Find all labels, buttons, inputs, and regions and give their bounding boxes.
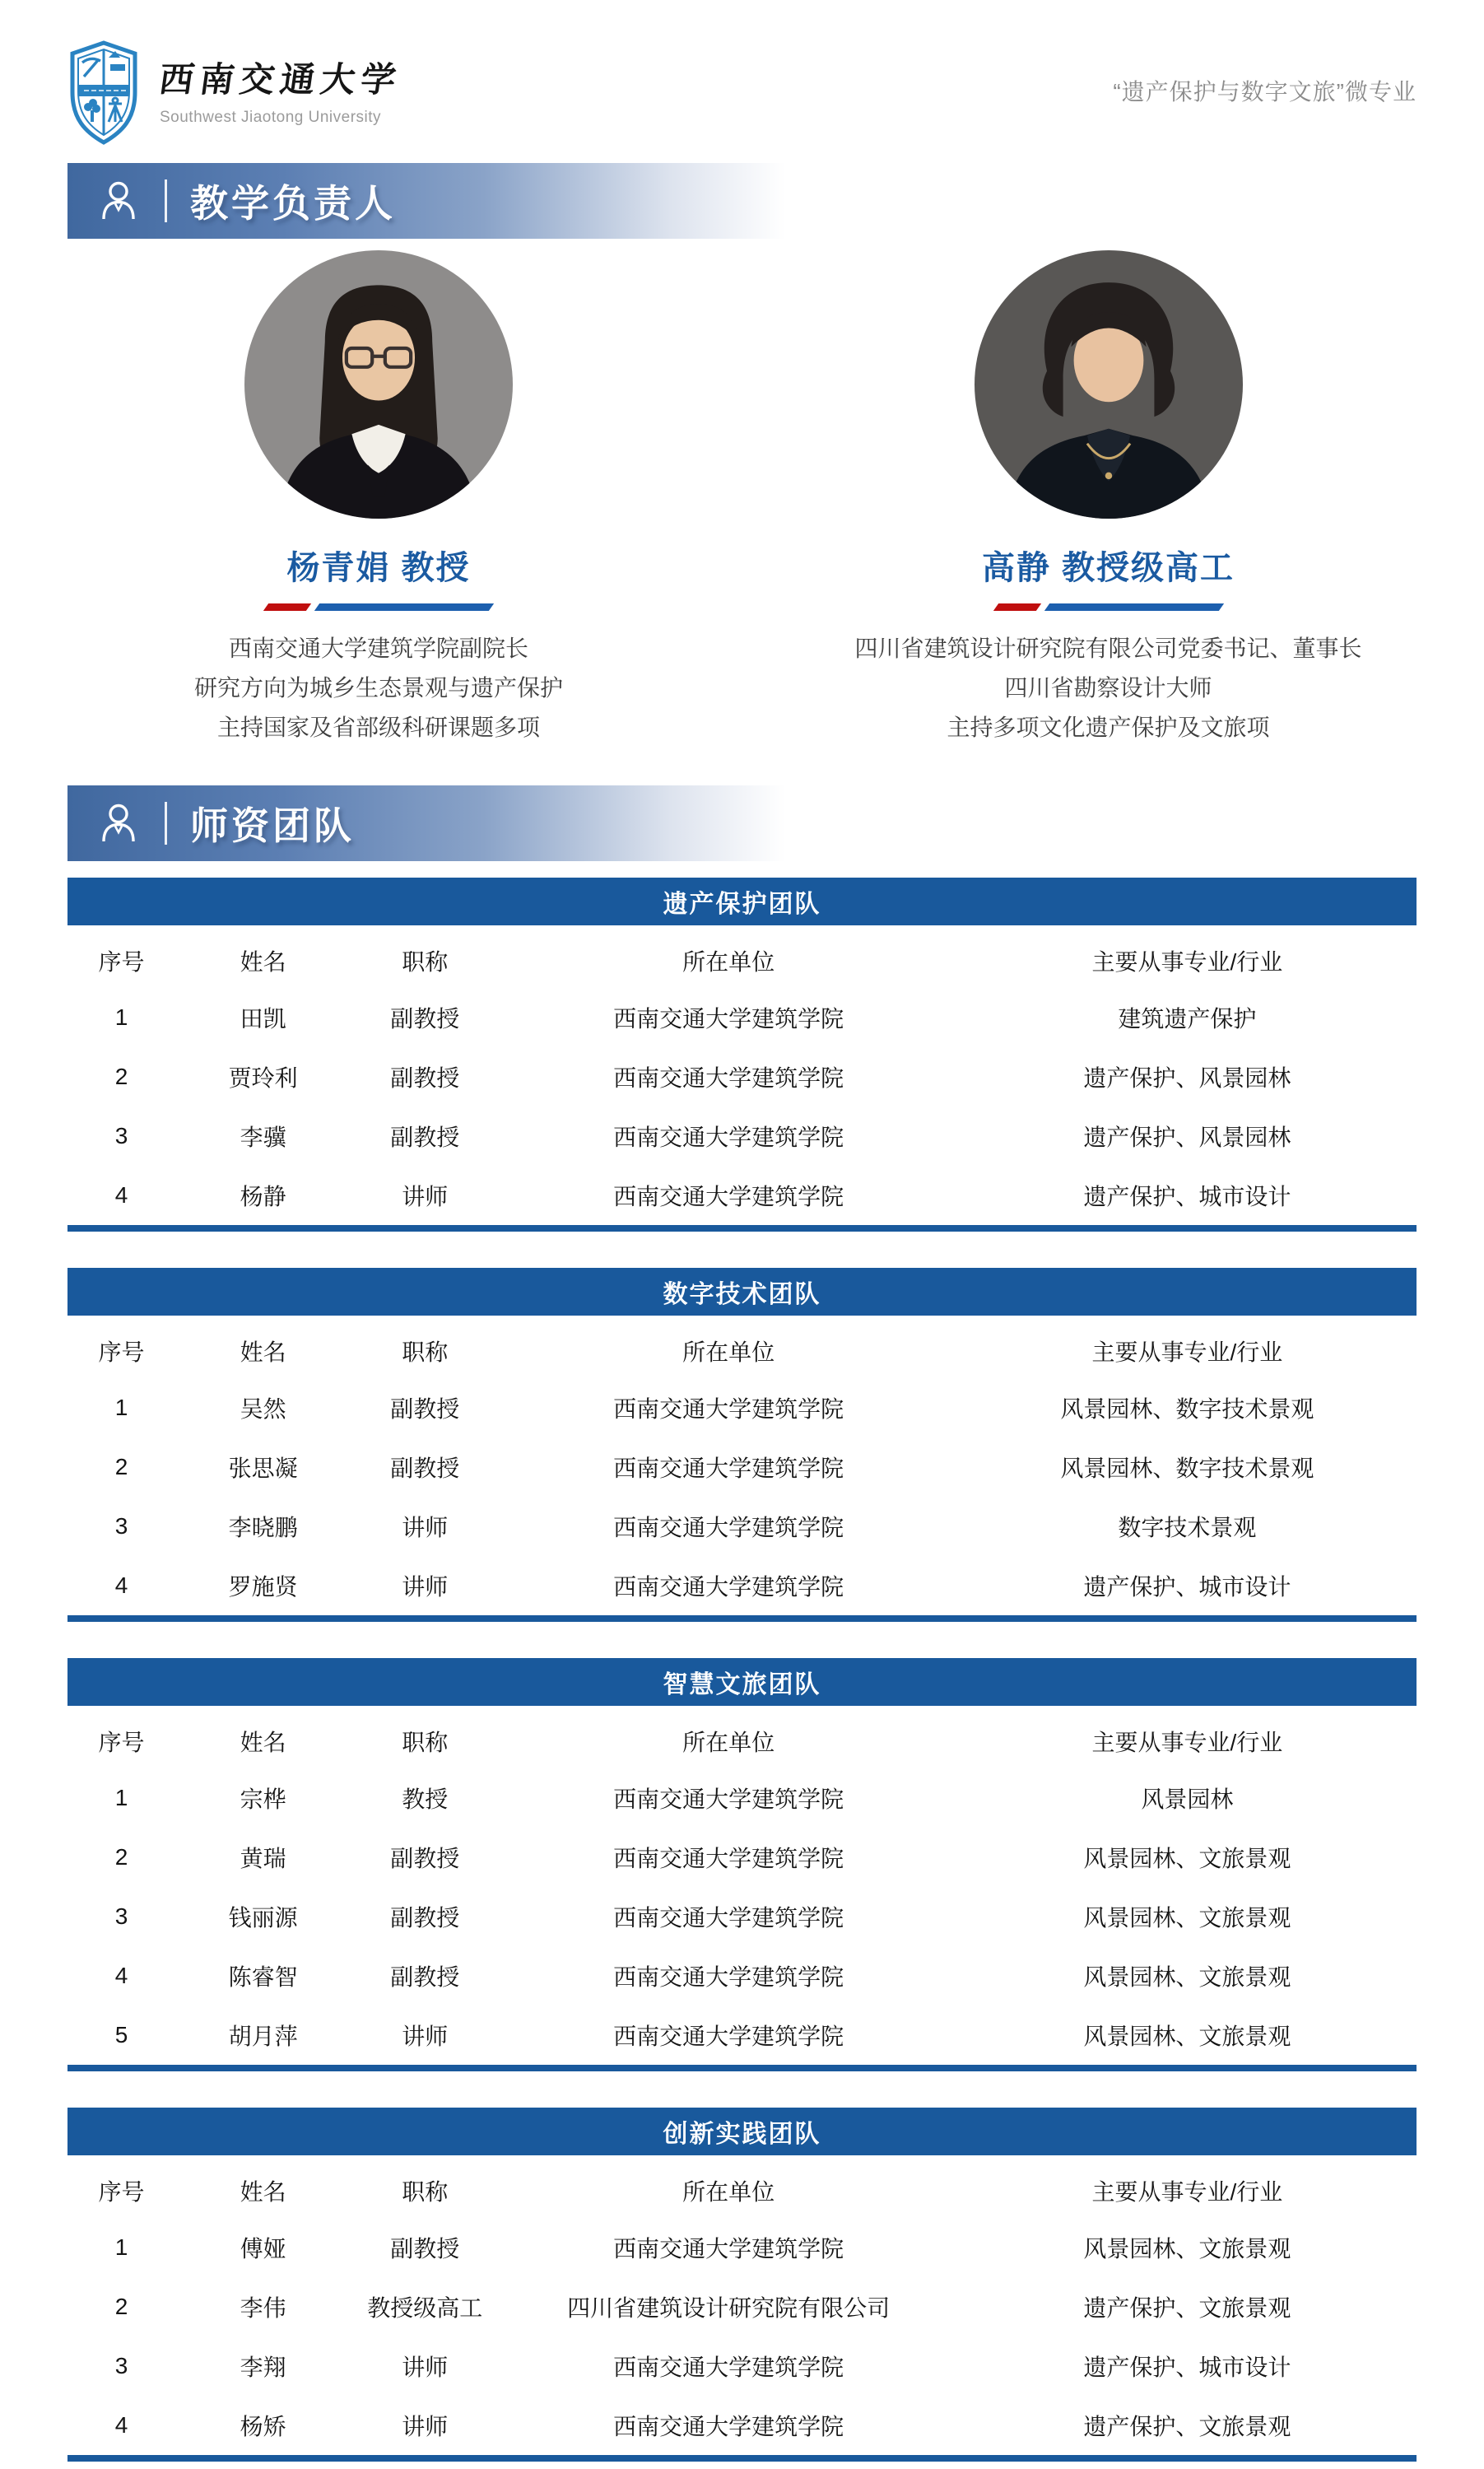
table-cell: 1	[114, 1785, 128, 1810]
table-cell: 西南交通大学建筑学院	[613, 1574, 844, 1600]
table-cell: 遗产保护、文旅景观	[1083, 2295, 1291, 2321]
portrait-illustration	[975, 250, 1243, 519]
table-cell: 副教授	[390, 1396, 460, 1422]
table-cell: 杨矫	[240, 2414, 286, 2439]
column-header: 职称	[402, 949, 449, 975]
table-cell: 风景园林	[1141, 1787, 1234, 1812]
table-cell: 遗产保护、文旅景观	[1083, 2414, 1291, 2439]
section-title-faculty: 师资团队	[190, 804, 355, 847]
profile-photo	[244, 250, 513, 519]
table-cell: 风景园林、文旅景观	[1083, 2236, 1291, 2262]
table-cell: 2	[114, 1454, 128, 1479]
table-cell: 西南交通大学建筑学院	[613, 1846, 844, 1871]
table-bottom-rule	[67, 2065, 1417, 2071]
underline-red-segment	[263, 603, 311, 611]
column-header: 姓名	[240, 2179, 286, 2205]
table-cell: 西南交通大学建筑学院	[613, 2414, 844, 2439]
table-cell: 四川省建筑设计研究院有限公司	[567, 2295, 891, 2321]
team-title: 智慧文旅团队	[663, 1671, 821, 1698]
portrait-illustration	[244, 250, 513, 519]
table-cell: 李翔	[240, 2355, 286, 2380]
table-cell: 讲师	[402, 1184, 449, 1209]
section-band-leaders	[67, 163, 785, 239]
table-cell: 吴然	[240, 1396, 286, 1422]
table-cell: 风景园林、文旅景观	[1083, 1846, 1291, 1871]
table-row	[67, 1887, 1417, 1946]
table-cell: 杨静	[240, 1184, 286, 1209]
table-cell: 4	[114, 1963, 128, 1988]
team-title: 数字技术团队	[663, 1281, 821, 1308]
table-row	[67, 1556, 1417, 1615]
table-cell: 陈睿智	[228, 1964, 298, 1990]
team-title-band	[67, 1268, 1417, 1316]
table-cell: 西南交通大学建筑学院	[613, 1184, 844, 1209]
table-cell: 副教授	[390, 1006, 460, 1032]
table-cell: 田凯	[240, 1006, 286, 1032]
team-title-band	[67, 2108, 1417, 2155]
table-cell: 副教授	[390, 1846, 460, 1871]
university-logo-text	[156, 53, 404, 145]
leaders-row	[0, 250, 1484, 748]
table-cell: 4	[114, 1572, 128, 1598]
table-cell: 西南交通大学建筑学院	[613, 1065, 844, 1091]
table-cell: 副教授	[390, 1065, 460, 1091]
team-title: 遗产保护团队	[663, 891, 821, 918]
table-cell: 西南交通大学建筑学院	[613, 1787, 844, 1812]
column-header: 所在单位	[682, 2179, 775, 2205]
leader-profile-card	[58, 250, 700, 748]
table-cell: 3	[114, 2353, 128, 2378]
table-cell: 讲师	[402, 1515, 449, 1540]
column-header: 职称	[402, 1339, 449, 1365]
table-cell: 风景园林、数字技术景观	[1060, 1396, 1314, 1422]
underline-blue-segment	[1044, 603, 1223, 611]
table-cell: 西南交通大学建筑学院	[613, 1964, 844, 1990]
faculty-table	[67, 2164, 1417, 2455]
table-row	[67, 1166, 1417, 1225]
leader-name: 高静 教授级高工	[981, 550, 1235, 586]
university-shield-icon	[67, 40, 140, 145]
university-name-en: Southwest Jiaotong University	[160, 109, 382, 126]
table-row	[67, 1946, 1417, 2005]
table-cell: 2	[114, 2294, 128, 2319]
table-cell: 3	[114, 1513, 128, 1539]
table-cell: 西南交通大学建筑学院	[613, 2024, 844, 2049]
table-cell: 胡月萍	[228, 2024, 298, 2049]
column-header: 职称	[402, 1730, 449, 1755]
table-row	[67, 2396, 1417, 2455]
table-cell: 2	[114, 1064, 128, 1089]
column-header: 所在单位	[682, 949, 775, 975]
section-title-leaders: 教学负责人	[190, 182, 396, 225]
table-cell: 副教授	[390, 1125, 460, 1150]
table-cell: 西南交通大学建筑学院	[613, 1456, 844, 1481]
faculty-table	[67, 1714, 1417, 2065]
table-cell: 李伟	[240, 2295, 286, 2321]
table-cell: 西南交通大学建筑学院	[613, 1125, 844, 1150]
table-cell: 西南交通大学建筑学院	[613, 1515, 844, 1540]
table-row	[67, 988, 1417, 1047]
table-cell: 遗产保护、风景园林	[1083, 1065, 1291, 1091]
team-title: 创新实践团队	[663, 2121, 821, 2148]
table-header-row	[67, 1714, 1417, 1768]
university-logo	[67, 40, 402, 145]
table-cell: 西南交通大学建筑学院	[613, 2236, 844, 2262]
table-cell: 西南交通大学建筑学院	[613, 1006, 844, 1032]
leader-bio-line: 四川省建筑设计研究院有限公司党委书记、董事长	[854, 636, 1362, 661]
column-header: 主要从事专业/行业	[1091, 1339, 1283, 1365]
table-cell: 讲师	[402, 2024, 449, 2049]
leader-bio-line: 研究方向为城乡生态景观与遗产保护	[193, 675, 563, 701]
table-row	[67, 1047, 1417, 1106]
table-row	[67, 1437, 1417, 1497]
table-bottom-rule	[67, 2455, 1417, 2462]
table-cell: 黄瑞	[240, 1846, 286, 1871]
team-section-heritage	[67, 878, 1417, 1232]
table-header-row	[67, 2164, 1417, 2218]
underline-red-segment	[993, 603, 1040, 611]
table-cell: 西南交通大学建筑学院	[613, 2355, 844, 2380]
leader-name: 杨青娟 教授	[286, 550, 471, 586]
person-icon	[95, 800, 142, 846]
table-cell: 遗产保护、城市设计	[1083, 1574, 1291, 1600]
table-row	[67, 1106, 1417, 1166]
team-section-innovation	[67, 2108, 1417, 2462]
team-title-band	[67, 1658, 1417, 1706]
column-header: 序号	[98, 949, 145, 975]
column-header: 所在单位	[682, 1339, 775, 1365]
table-cell: 西南交通大学建筑学院	[613, 1905, 844, 1931]
table-cell: 建筑遗产保护	[1118, 1006, 1257, 1032]
name-underline	[996, 603, 1221, 611]
table-bottom-rule	[67, 1615, 1417, 1622]
table-row	[67, 1497, 1417, 1556]
column-header: 姓名	[240, 1730, 286, 1755]
table-cell: 风景园林、文旅景观	[1083, 1964, 1291, 1990]
band-divider	[165, 802, 167, 845]
table-cell: 李晓鹏	[228, 1515, 298, 1540]
team-section-digital	[67, 1268, 1417, 1622]
table-cell: 讲师	[402, 2355, 449, 2380]
leader-bio-line: 主持国家及省部级科研课题多项	[216, 715, 540, 740]
table-cell: 教授级高工	[367, 2295, 483, 2321]
underline-blue-segment	[314, 603, 494, 611]
table-cell: 教授	[402, 1787, 449, 1812]
leader-bio-line: 主持多项文化遗产保护及文旅项	[947, 715, 1270, 740]
program-tag: “遗产保护与数字文旅”微专业	[1113, 79, 1417, 105]
table-cell: 遗产保护、城市设计	[1083, 2355, 1291, 2380]
table-cell: 5	[114, 2022, 128, 2047]
faculty-table	[67, 1324, 1417, 1615]
table-cell: 钱丽源	[228, 1905, 298, 1931]
column-header: 主要从事专业/行业	[1091, 2179, 1283, 2205]
column-header: 序号	[98, 2179, 145, 2205]
table-cell: 1	[114, 1004, 128, 1030]
table-row	[67, 2277, 1417, 2336]
table-cell: 副教授	[390, 1456, 460, 1481]
table-cell: 1	[114, 1395, 128, 1420]
table-cell: 风景园林、文旅景观	[1083, 2024, 1291, 2049]
column-header: 姓名	[240, 1339, 286, 1365]
section-band-faculty	[67, 785, 785, 861]
team-title-band	[67, 878, 1417, 925]
table-header-row	[67, 934, 1417, 988]
table-row	[67, 2005, 1417, 2065]
table-bottom-rule	[67, 1225, 1417, 1232]
table-cell: 4	[114, 2412, 128, 2438]
table-cell: 数字技术景观	[1118, 1515, 1257, 1540]
column-header: 主要从事专业/行业	[1091, 1730, 1283, 1755]
column-header: 姓名	[240, 949, 286, 975]
faculty-table	[67, 934, 1417, 1225]
table-cell: 1	[114, 2234, 128, 2260]
table-cell: 风景园林、数字技术景观	[1060, 1456, 1314, 1481]
person-icon	[95, 178, 142, 224]
table-cell: 罗施贤	[228, 1574, 298, 1600]
table-cell: 副教授	[390, 1905, 460, 1931]
column-header: 主要从事专业/行业	[1091, 949, 1283, 975]
university-name-cn: 西南交通大学	[156, 60, 404, 99]
table-cell: 副教授	[390, 1964, 460, 1990]
table-cell: 西南交通大学建筑学院	[613, 1396, 844, 1422]
table-row	[67, 1768, 1417, 1828]
table-cell: 3	[114, 1903, 128, 1929]
table-cell: 宗桦	[240, 1787, 286, 1812]
table-header-row	[67, 1324, 1417, 1378]
column-header: 序号	[98, 1339, 145, 1365]
table-cell: 2	[114, 1844, 128, 1870]
table-cell: 4	[114, 1182, 128, 1208]
table-cell: 副教授	[390, 2236, 460, 2262]
page-header	[0, 0, 1484, 145]
leader-bio	[733, 629, 1484, 748]
table-cell: 讲师	[402, 2414, 449, 2439]
column-header: 序号	[98, 1730, 145, 1755]
table-cell: 3	[114, 1123, 128, 1148]
profile-photo	[975, 250, 1243, 519]
team-section-smart-tourism	[67, 1658, 1417, 2071]
leader-profile-card	[700, 250, 1484, 748]
table-row	[67, 1378, 1417, 1437]
table-cell: 遗产保护、风景园林	[1083, 1125, 1291, 1150]
table-cell: 风景园林、文旅景观	[1083, 1905, 1291, 1931]
table-cell: 讲师	[402, 1574, 449, 1600]
table-cell: 遗产保护、城市设计	[1083, 1184, 1291, 1209]
column-header: 所在单位	[682, 1730, 775, 1755]
table-cell: 傅娅	[240, 2236, 286, 2262]
leader-bio-line: 西南交通大学建筑学院副院长	[228, 636, 528, 661]
table-cell: 张思凝	[228, 1456, 298, 1481]
band-divider	[165, 179, 167, 222]
table-cell: 李骥	[240, 1125, 286, 1150]
table-row	[67, 1828, 1417, 1887]
table-row	[67, 2218, 1417, 2277]
leader-bio	[58, 629, 700, 748]
leader-bio-line: 四川省勘察设计大师	[1004, 675, 1212, 701]
table-cell: 贾玲利	[228, 1065, 298, 1091]
column-header: 职称	[402, 2179, 449, 2205]
name-underline	[266, 603, 491, 611]
table-row	[67, 2336, 1417, 2396]
